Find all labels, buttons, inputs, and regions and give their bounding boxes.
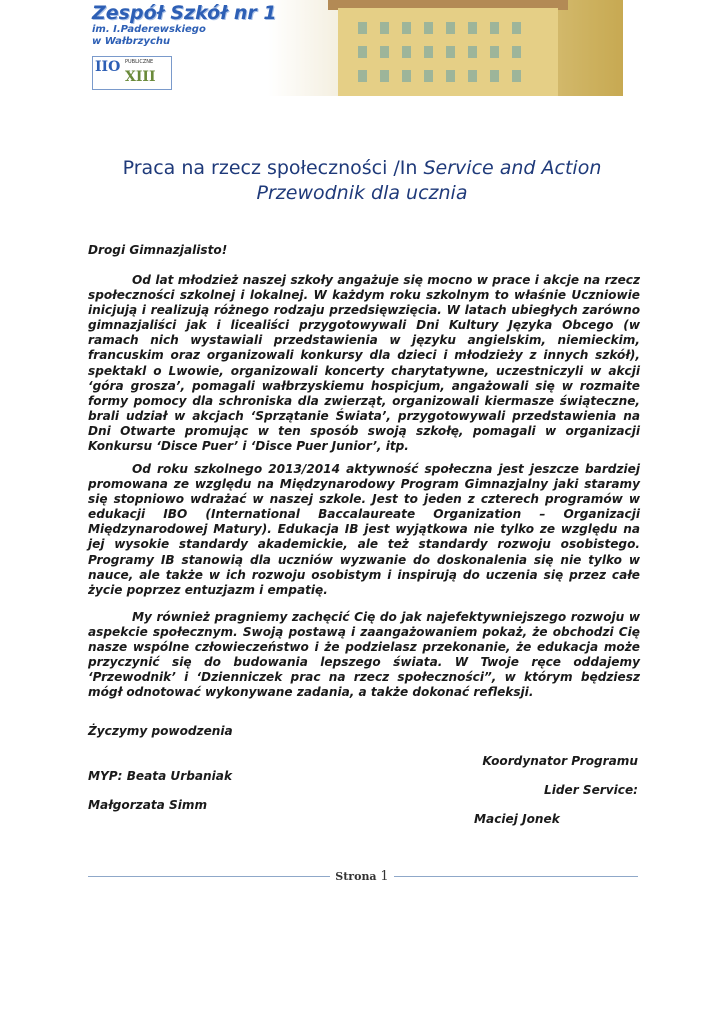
window <box>468 22 477 34</box>
window <box>446 22 455 34</box>
signature-name-2: Maciej Jonek <box>474 812 560 826</box>
school-name: Zespół Szkół nr 1 <box>92 2 277 24</box>
window <box>512 46 521 58</box>
paragraph-1-text: Od lat młodzież naszej szkoły angażuje się mocno w prace i akcje na rzecz społeczności szkolnej i lokalnej. W każdym roku szkolnym to właśnie Uczniowie inicjują i realizują różnego rodzaju przedsięwzięcia. W latach ubiegłych zarówno gimnazjaliści jak i licealiści przygotowywali Dni Kultury Języka Obcego (w ramach nich wystawiali przedstawienia w języku angielskim, niemieckim, francuskim oraz organizowali konkursy dla dzieci i młodzieży z innych szkół), spektakl o Lwowie, organizowali koncerty charytatywne, uczestniczyli w akcji ‘góra grosza’, pomagali wałbrzyskiemu hospicjum, angażowali się w rozmaite formy pomocy dla schroniska dla zwierząt, organizowali kiermasze świąteczne, brali udział w akcjach ‘Sprzątanie Świata’, przygotowywali przedstawienia na Dni Otwarte promując w ten sposób swoją szkołę, pomagali w organizacji Konkursu ‘Disce Puer’ i ‘Disce Puer Junior’, itp. <box>88 273 640 454</box>
page-number <box>330 869 394 884</box>
window <box>380 70 389 82</box>
window <box>468 70 477 82</box>
window <box>358 70 367 82</box>
title-plain: Praca na rzecz społeczności /In <box>122 157 424 179</box>
logo-small-text: PUBLICZNE <box>125 59 154 65</box>
page-number-value: 1 <box>380 869 389 884</box>
school-logo <box>92 56 172 90</box>
coordinator-label: Koordynator Programu <box>482 754 638 768</box>
logo-right-text: XIII <box>125 69 156 85</box>
window <box>490 46 499 58</box>
page-title <box>0 157 724 179</box>
paragraph-2 <box>88 462 640 598</box>
page-header <box>88 0 623 96</box>
window <box>446 46 455 58</box>
paragraph-3 <box>88 610 640 701</box>
signature-name-1: Małgorzata Simm <box>88 798 208 812</box>
window <box>380 22 389 34</box>
school-subtitle <box>92 24 206 48</box>
logo-left-text: IIO <box>95 59 121 75</box>
window <box>468 46 477 58</box>
window <box>402 70 411 82</box>
school-building-photo <box>268 0 623 96</box>
page-subtitle: Przewodnik dla ucznia <box>256 182 468 204</box>
paragraph-1 <box>88 273 640 454</box>
school-city: w Wałbrzychu <box>92 36 171 47</box>
window <box>490 70 499 82</box>
paragraph-3-text: My również pragniemy zachęcić Cię do jak najefektywniejszego rozwoju w aspekcie społecznym. Swoją postawą i zaangażowaniem pokaż, że obchodzi Cię nasze wspólne człowieczeństwo i że podzielasz przekonanie, że edukacja może przyczynić się do budowania lepszego świata. W Twoje ręce oddajemy ‘Przewodnik’ i ‘Dzienniczek prac na rzecz społeczności”, w którym będziesz mógł odnotować wykonywane zadania, a także dokonać refleksji. <box>88 610 640 700</box>
window <box>424 22 433 34</box>
window <box>512 70 521 82</box>
window <box>380 46 389 58</box>
greeting: Drogi Gimnazjalisto! <box>88 243 228 257</box>
window <box>512 22 521 34</box>
myp-coordinator: MYP: Beata Urbaniak <box>88 769 232 783</box>
page-label: Strona <box>335 870 377 883</box>
window <box>402 22 411 34</box>
window <box>424 46 433 58</box>
title-italic: Service and Action <box>423 157 602 179</box>
school-patron: im. I.Paderewskiego <box>92 24 206 35</box>
window <box>358 22 367 34</box>
footer-divider-left <box>88 876 330 877</box>
window <box>424 70 433 82</box>
footer-divider-right <box>394 876 638 877</box>
window <box>358 46 367 58</box>
window <box>446 70 455 82</box>
window <box>402 46 411 58</box>
paragraph-2-text: Od roku szkolnego 2013/2014 aktywność społeczna jest jeszcze bardziej promowana ze względu na Międzynarodowy Program Gimnazjalny jaki staramy się stopniowo wdrażać w naszej szkole. Jest to jeden z czterech programów w edukacji IBO (International Baccalaureate Organization – Organizacji Międzynarodowej Matury). Edukacja IB jest wyjątkowa nie tylko ze względu na jej wysokie standardy akademickie, ale też standardy rozwoju osobistego. Programy IB stanowią dla uczniów wyzwanie do doskonalenia się nie tylko w nauce, ale także w ich rozwoju osobistym i inspirują do uczenia się przez całe życie poprzez entuzjazm i empatię. <box>88 462 640 597</box>
service-leader-label: Lider Service: <box>544 783 638 797</box>
closing-wish: Życzymy powodzenia <box>88 724 233 738</box>
window <box>490 22 499 34</box>
